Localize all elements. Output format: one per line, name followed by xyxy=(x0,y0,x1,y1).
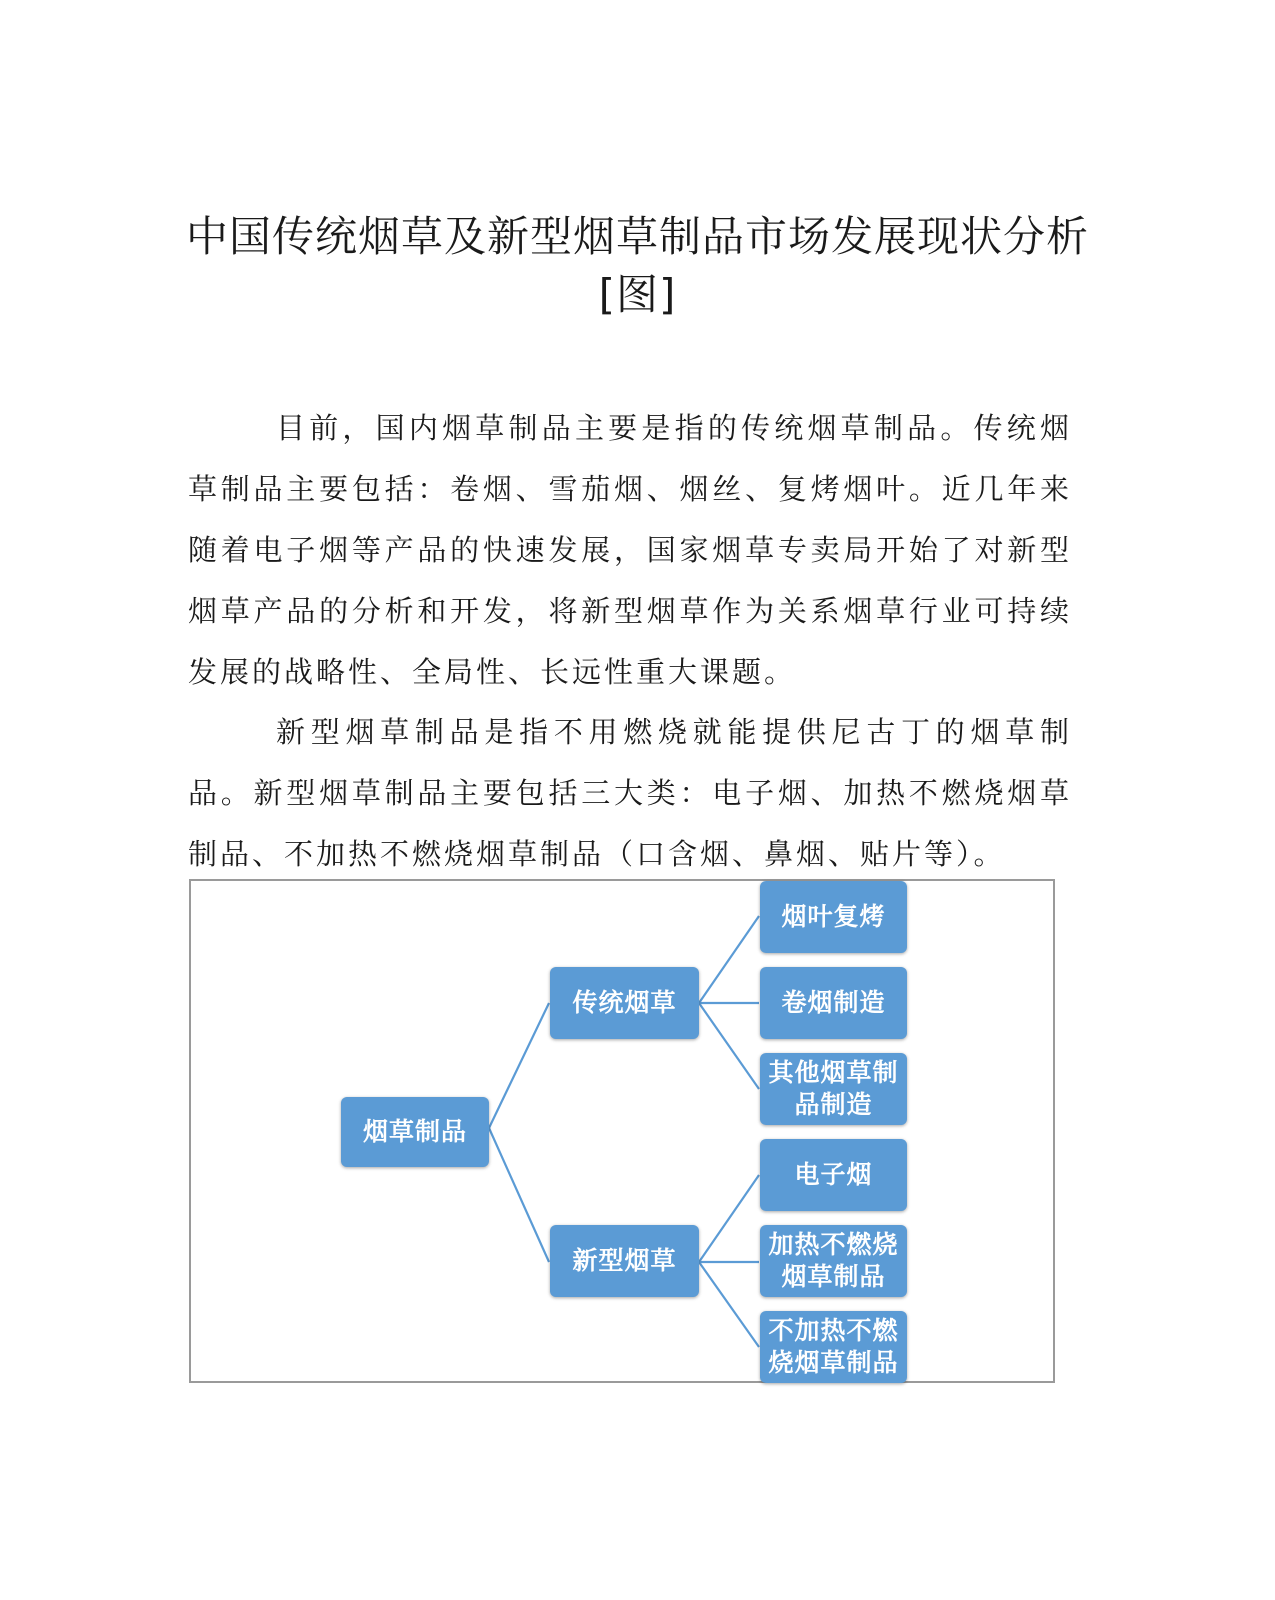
node-leaf-new-1: 电子烟 xyxy=(760,1139,907,1211)
node-branch-traditional: 传统烟草 xyxy=(550,967,699,1039)
connector-root-new xyxy=(489,1128,549,1262)
node-leaf-new-3: 不加热不燃烧烟草制品 xyxy=(760,1311,907,1383)
tobacco-classification-diagram xyxy=(189,879,1055,1383)
connector-new-child-1 xyxy=(699,1175,759,1262)
document-title: 中国传统烟草及新型烟草制品市场发展现状分析[图] xyxy=(185,212,1089,319)
connector-traditional-child-1 xyxy=(699,916,759,1003)
paragraph-intro: 目前，国内烟草制品主要是指的传统烟草制品。传统烟草制品主要包括：卷烟、雪茄烟、烟丝、复烤烟叶。近几年来随着电子烟等产品的快速发展，国家烟草专卖局开始了对新型烟草产品的分析和开发，将新型烟草作为关系烟草行业可持续发展的战略性、全局性、长远性重大课题。 xyxy=(188,411,1072,689)
node-leaf-new-2: 加热不燃烧烟草制品 xyxy=(760,1225,907,1297)
node-branch-new: 新型烟草 xyxy=(550,1225,699,1297)
connector-new-child-3 xyxy=(699,1262,759,1347)
paragraph-new-products: 新型烟草制品是指不用燃烧就能提供尼古丁的烟草制品。新型烟草制品主要包括三大类：电子烟、加热不燃烧烟草制品、不加热不燃烧烟草制品（口含烟、鼻烟、贴片等）。 xyxy=(188,715,1072,871)
connector-root-traditional xyxy=(489,1003,549,1128)
node-leaf-traditional-3: 其他烟草制品制造 xyxy=(760,1053,907,1125)
node-leaf-traditional-1: 烟叶复烤 xyxy=(760,881,907,953)
connector-lines xyxy=(191,881,1057,1385)
node-root: 烟草制品 xyxy=(341,1097,489,1167)
connector-traditional-child-3 xyxy=(699,1003,759,1089)
node-leaf-traditional-2: 卷烟制造 xyxy=(760,967,907,1039)
